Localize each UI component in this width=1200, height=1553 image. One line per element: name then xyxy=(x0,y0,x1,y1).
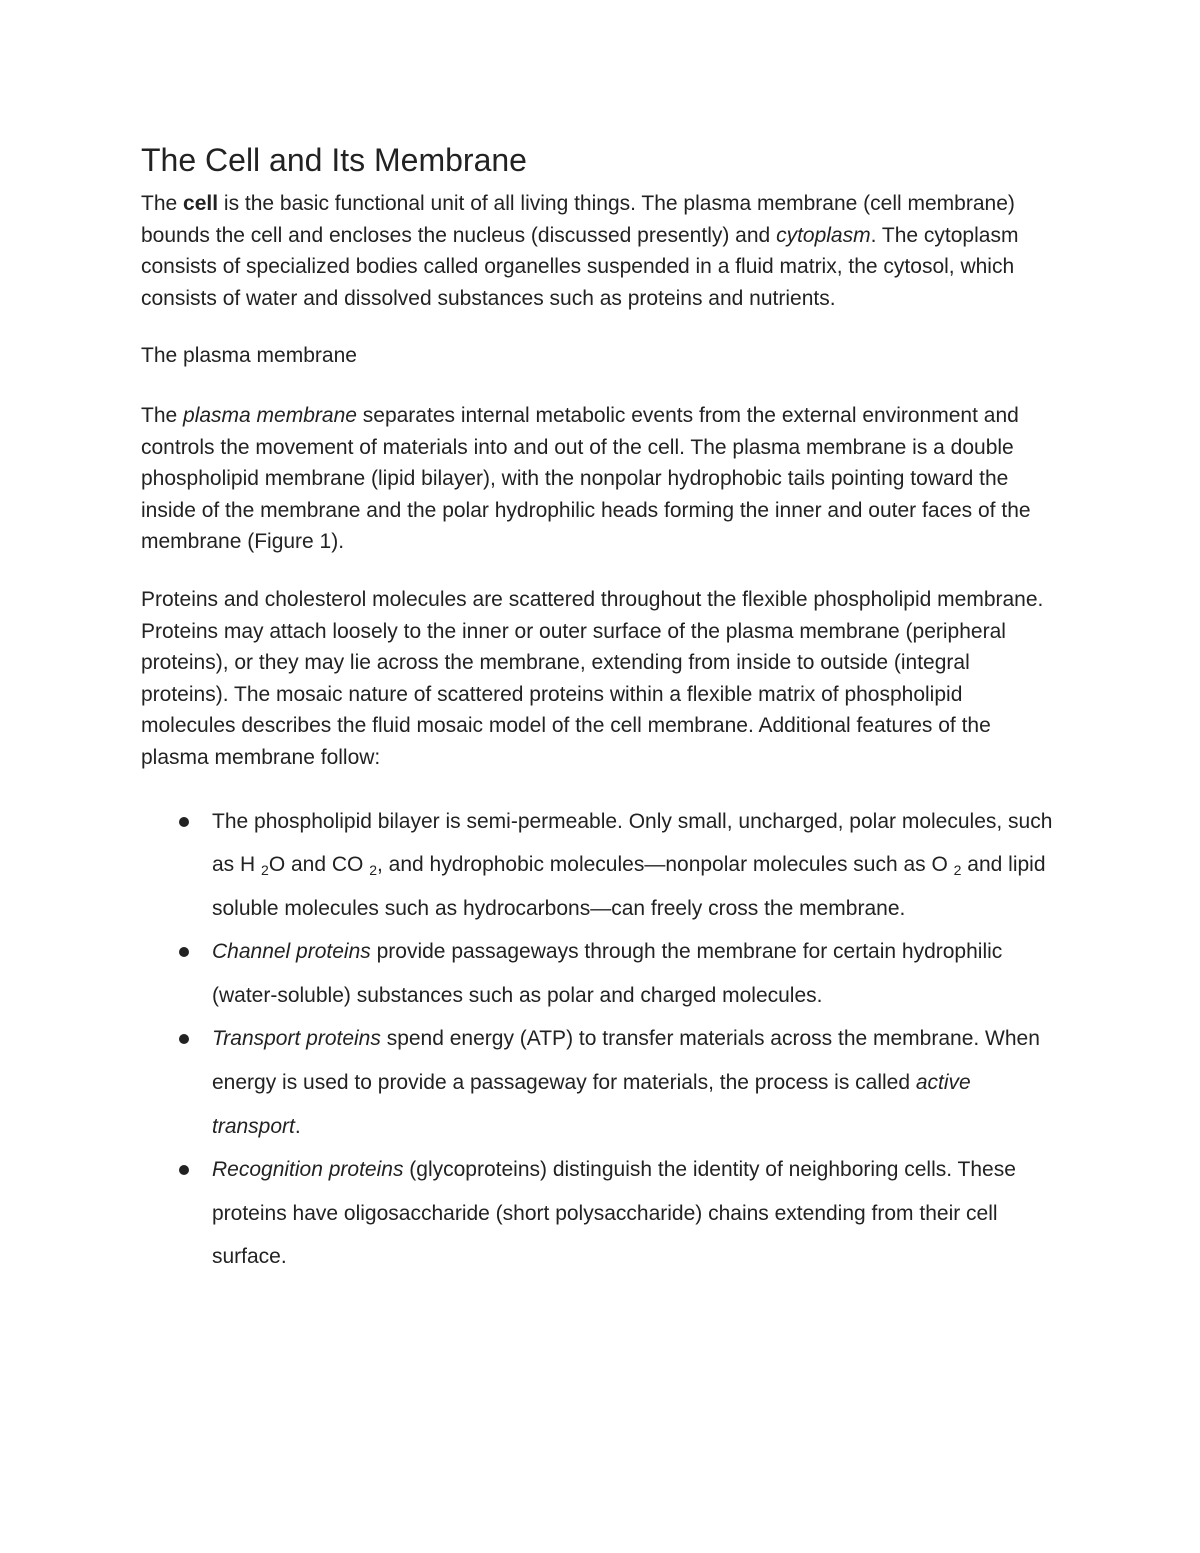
para2-text-1: The xyxy=(141,403,184,427)
list-item xyxy=(141,930,1061,1017)
b3-text-1: spend energy (ATP) to transfer materials across the membrane. When energy is used to provide a passageway for materials, the process is called xyxy=(212,1027,1040,1095)
intro-paragraph xyxy=(141,188,1061,314)
intro-text-2: is the basic functional unit of all living things. The plasma membrane (cell membrane) bounds the cell and encloses the nucleus (discussed presently) and xyxy=(141,192,1015,247)
page-title: The Cell and Its Membrane xyxy=(141,142,527,178)
list-item xyxy=(141,1148,1061,1279)
list-item xyxy=(141,800,1061,931)
document-content xyxy=(141,138,1061,1279)
subscript: 2 xyxy=(261,862,269,879)
plasma-membrane-paragraph xyxy=(141,400,1061,558)
term-cytoplasm: cytoplasm xyxy=(776,223,871,247)
b1-text-3: , and hydrophobic molecules—nonpolar molecules such as O xyxy=(377,853,954,877)
b1-text-1: The phospholipid bilayer is semi-permeable. Only small, uncharged, polar molecules, such as H xyxy=(212,809,1053,877)
term-recognition-proteins: Recognition proteins xyxy=(212,1158,404,1182)
subscript: 2 xyxy=(953,862,962,879)
list-item xyxy=(141,1017,1061,1148)
features-list xyxy=(141,800,1061,1280)
section-heading: The plasma membrane xyxy=(141,344,357,368)
term-transport-proteins: Transport proteins xyxy=(212,1027,381,1051)
intro-text-3: . The cytoplasm consists of specialized bodies called organelles suspended in a fluid matrix, the cytosol, which consists of water and dissolved substances such as proteins and nutrients. xyxy=(141,223,1019,310)
bullet-icon xyxy=(179,1034,189,1044)
bullet-icon xyxy=(179,1165,189,1175)
term-plasma-membrane: plasma membrane xyxy=(183,403,357,427)
bullet-icon xyxy=(179,817,189,827)
b1-text-2: O and CO xyxy=(268,853,370,877)
proteins-paragraph: Proteins and cholesterol molecules are scattered throughout the flexible phospholipid membrane. Proteins may attach loosely to the inner or outer surface of the plasma membrane (peripheral proteins), or they may lie across the membrane, extending from inside to outside (integral proteins). The mosaic nature of scattered proteins within a flexible matrix of phospholipid molecules describes the fluid mosaic model of the cell membrane. Additional features of the plasma membrane follow: xyxy=(141,587,1044,769)
b3-text-2: . xyxy=(294,1114,301,1138)
para2-text-2: separates internal metabolic events from the external environment and controls the movement of materials into and out of the cell. The plasma membrane is a double phospholipid membrane (lipid bilayer), with the nonpolar hydrophobic tails pointing toward the inside of the membrane and the polar hydrophilic heads forming the inner and outer faces of the membrane (Figure 1). xyxy=(141,403,1031,554)
b4-text-1: (glycoproteins) distinguish the identity of neighboring cells. These proteins have oligosaccharide (short polysaccharide) chains extending from their cell surface. xyxy=(212,1158,1016,1269)
term-cell: cell xyxy=(183,192,219,215)
b1-text-4: and lipid soluble molecules such as hydrocarbons—can freely cross the membrane. xyxy=(212,853,1046,920)
subscript: 2 xyxy=(369,862,377,879)
term-active-transport: active transport xyxy=(212,1071,971,1138)
bullet-icon xyxy=(179,947,189,957)
term-channel-proteins: Channel proteins xyxy=(212,940,371,964)
intro-text-1: The xyxy=(141,192,184,215)
b2-text-1: provide passageways through the membrane for certain hydrophilic (water-soluble) substances such as polar and charged molecules. xyxy=(212,940,1003,1007)
